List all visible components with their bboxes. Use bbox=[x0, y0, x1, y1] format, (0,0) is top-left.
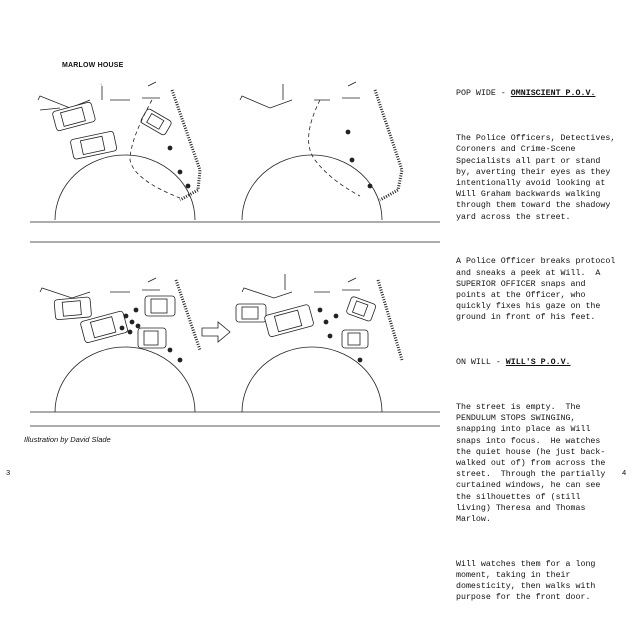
action-paragraph-1: The Police Officers, Detectives, Coroners and Crime-Scene Specialists all part or stand by, averting their eyes as they intentionally avoid looking at Will Graham backwards walking through them toward the shadowy yard across the street. bbox=[456, 134, 616, 222]
page-number-left: 3 bbox=[6, 468, 11, 477]
illustration-credit: Illustration by David Slade bbox=[24, 435, 111, 444]
car-2 bbox=[70, 131, 117, 160]
panel-1 bbox=[30, 82, 440, 242]
car-11 bbox=[342, 330, 368, 348]
car-1 bbox=[52, 102, 96, 132]
scene-heading-1 bbox=[456, 88, 628, 99]
page-number-right: 4 bbox=[622, 468, 627, 477]
car-6 bbox=[145, 296, 175, 316]
transition-arrow bbox=[202, 322, 230, 342]
car-4 bbox=[54, 297, 92, 320]
car-10 bbox=[346, 296, 377, 322]
heading-1-prefix: POP WIDE - bbox=[456, 89, 511, 99]
car-3 bbox=[140, 108, 172, 136]
panel-4 bbox=[236, 274, 402, 412]
car-9 bbox=[264, 304, 314, 337]
panel-3 bbox=[30, 278, 440, 426]
car-8 bbox=[236, 304, 266, 322]
svg-text:↑: ↑ bbox=[100, 82, 102, 87]
action-paragraph-3: The street is empty. The PENDULUM STOPS SWINGING, snapping into place as Will snaps into focus. He watches the quiet house (he just back- walked out of) from across the street. Through the partially curtained windows, he can see the silhouettes of (still living) Theresa and Thomas Marlow. bbox=[456, 403, 606, 525]
diagram-title: MARLOW HOUSE bbox=[62, 62, 124, 69]
screenplay-text bbox=[456, 66, 628, 626]
action-paragraph-4: Will watches them for a long moment, taking in their domesticity, then walks with purpose for the front door. bbox=[456, 559, 596, 603]
panel-2 bbox=[240, 82, 402, 220]
heading-2-pov: WILL'S P.O.V. bbox=[505, 358, 571, 368]
scene-heading-2 bbox=[456, 357, 628, 368]
heading-2-prefix: ON WILL - bbox=[456, 358, 506, 368]
car-7 bbox=[138, 328, 166, 348]
heading-1-pov: OMNISCIENT P.O.V. bbox=[510, 89, 596, 99]
storyboard-diagram bbox=[30, 60, 440, 430]
action-paragraph-2: A Police Officer breaks protocol and sneaks a peek at Will. A SUPERIOR OFFICER snaps and points at the Officer, who quickly fixes his gaze on the ground in front of his feet. bbox=[456, 257, 616, 323]
